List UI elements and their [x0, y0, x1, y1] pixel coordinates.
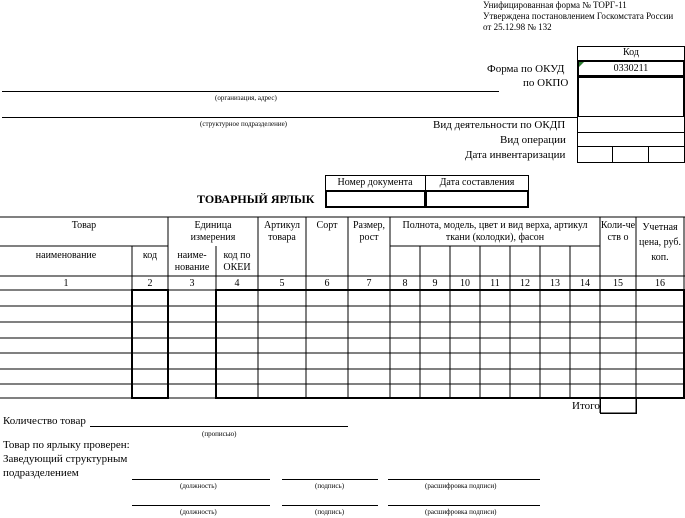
signature-line[interactable]: [282, 479, 378, 480]
col-number: 8: [402, 278, 408, 289]
col-name: наименование: [35, 250, 97, 261]
decoding-line[interactable]: [388, 505, 540, 506]
quantity-label: Количество товар: [3, 415, 86, 427]
head-label-1: Заведующий структурным: [3, 453, 128, 465]
quantity-in-words-line[interactable]: [90, 426, 348, 427]
quantity-caption: (прописью): [202, 430, 237, 438]
signature-caption: (подпись): [315, 482, 345, 490]
col-number: 1: [63, 278, 69, 289]
total-field[interactable]: [600, 398, 637, 414]
col-unit: Единица измерения: [190, 220, 236, 243]
col-unit-name: наиме-нование: [174, 250, 210, 273]
okud-code-value: 0330211: [613, 63, 649, 74]
signature-line[interactable]: [282, 505, 378, 506]
doc-title: ТОВАРНЫЙ ЯРЛЫК: [197, 192, 315, 206]
col-number: 11: [490, 278, 500, 289]
inventory-date-label: Дата инвентаризации: [465, 149, 566, 161]
position-line[interactable]: [132, 505, 270, 506]
col-quantity: Коли-честв о: [600, 220, 636, 243]
col-number: 15: [613, 278, 623, 289]
okud-label: Форма по ОКУД: [487, 63, 565, 75]
col-fullness: Полнота, модель, цвет и вид верха, артикул ткани (колодки), фасон: [402, 220, 588, 243]
total-label: Итого: [572, 400, 600, 412]
form-header-line2: Утверждена постановлением Госкомстата России: [483, 11, 674, 21]
position-line[interactable]: [132, 479, 270, 480]
col-number: 13: [550, 278, 560, 289]
decoding-caption: (расшифровка подписи): [425, 482, 497, 490]
decoding-caption: (расшифровка подписи): [425, 508, 497, 516]
col-number: 7: [366, 278, 372, 289]
col-number: 3: [189, 278, 195, 289]
head-label-2: подразделением: [3, 467, 79, 479]
form-header-line3: от 25.12.98 № 132: [483, 22, 552, 32]
col-number: 10: [460, 278, 470, 289]
col-number: 9: [432, 278, 438, 289]
col-size: Размер, рост: [352, 220, 386, 243]
checked-label: Товар по ярлыку проверен:: [3, 439, 130, 451]
col-goods: Товар: [71, 220, 97, 231]
organization-caption: (организация, адрес): [215, 94, 277, 102]
doc-number-label: Номер документа: [337, 177, 413, 188]
col-number: 14: [580, 278, 590, 289]
position-caption: (должность): [180, 508, 217, 516]
col-grade: Сорт: [316, 220, 338, 231]
operation-label: Вид операции: [500, 134, 566, 146]
col-number: 2: [147, 278, 153, 289]
col-number: 5: [279, 278, 285, 289]
col-number: 4: [234, 278, 240, 289]
codes-header: Код: [623, 47, 639, 58]
okdp-label: Вид деятельности по ОКДП: [433, 119, 566, 131]
position-caption: (должность): [180, 482, 217, 490]
signature-caption: (подпись): [315, 508, 345, 516]
col-number: 12: [520, 278, 530, 289]
doc-date-label: Дата составления: [439, 177, 515, 188]
col-article: Артикул товара: [263, 220, 301, 243]
col-unit-okei: код по ОКЕИ: [223, 250, 251, 273]
division-caption: (структурное подразделение): [200, 120, 288, 128]
col-number: 6: [324, 278, 330, 289]
col-code: код: [142, 250, 158, 261]
form-header-line1: Унифицированная форма № ТОРГ-11: [483, 0, 627, 10]
col-number: 16: [655, 278, 665, 289]
col-price: Учетная цена, руб. коп.: [639, 222, 681, 263]
okpo-label: по ОКПО: [523, 77, 569, 89]
decoding-line[interactable]: [388, 479, 540, 480]
